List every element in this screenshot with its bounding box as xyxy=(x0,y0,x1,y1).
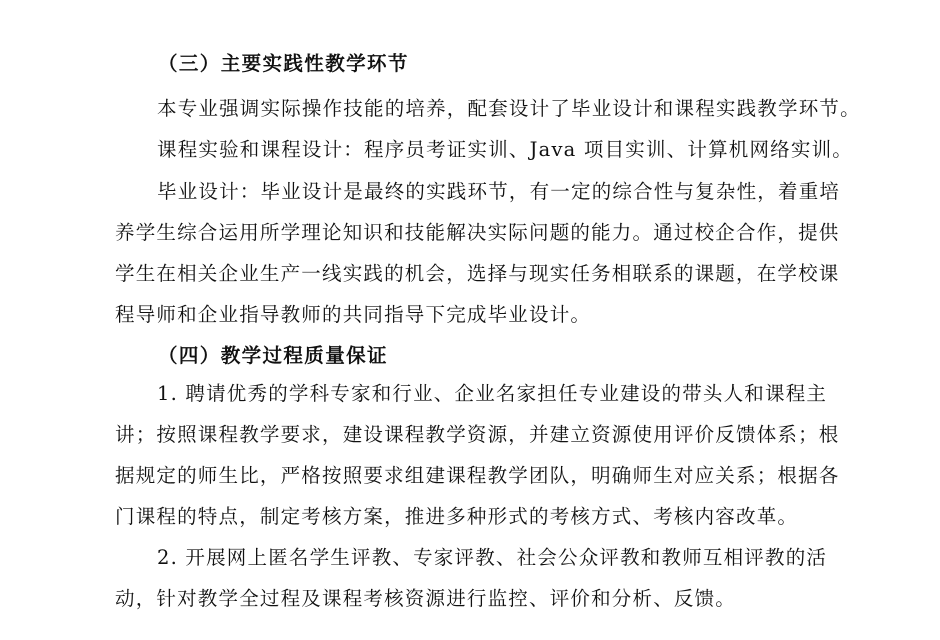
item-2-line: 2. 开展网上匿名学生评教、专家评教、社会公众评教和教师互相评教的活 xyxy=(157,546,828,569)
item-1-line: 门课程的特点，制定考核方案，推进多种形式的考核方式、考核内容改革。 xyxy=(115,505,799,528)
item-1-line: 讲；按照课程教学要求，建设课程教学资源，并建立资源使用评价反馈体系；根 xyxy=(115,423,840,446)
item-1-line: 据规定的师生比，严格按照要求组建课程教学团队，明确师生对应关系；根据各 xyxy=(115,464,840,487)
section-3-intro: 本专业强调实际操作技能的培养，配套设计了毕业设计和课程实践教学环节。 xyxy=(157,97,861,120)
item-1-line: 1. 聘请优秀的学科专家和行业、企业名家担任专业建设的带头人和课程主 xyxy=(157,382,828,405)
section-4-heading: （四）教学过程质量保证 xyxy=(158,344,388,367)
section-3-heading: （三）主要实践性教学环节 xyxy=(158,52,409,75)
graduation-design-line: 养学生综合运用所学理论知识和技能解决实际问题的能力。通过校企合作，提供 xyxy=(115,221,840,244)
section-3-course-design: 课程实验和课程设计：程序员考证实训、Java 项目实训、计算机网络实训。 xyxy=(157,138,853,161)
graduation-design-line: 毕业设计：毕业设计是最终的实践环节，有一定的综合性与复杂性，着重培 xyxy=(157,180,841,203)
item-2-line: 动，针对教学全过程及课程考核资源进行监控、评价和分析、反馈。 xyxy=(115,587,737,610)
graduation-design-line: 程导师和企业指导教师的共同指导下完成毕业设计。 xyxy=(115,303,592,326)
graduation-design-line: 学生在相关企业生产一线实践的机会，选择与现实任务相联系的课题，在学校课 xyxy=(115,262,840,285)
